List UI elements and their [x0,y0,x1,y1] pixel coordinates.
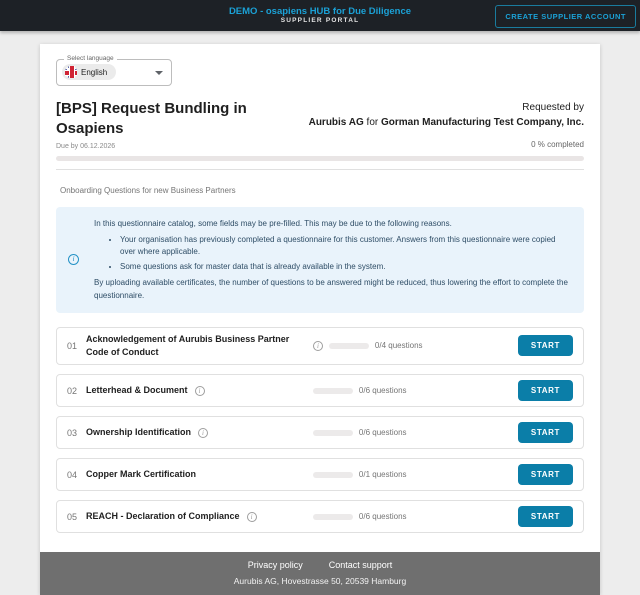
app-title: DEMO - osapiens HUB for Due Diligence [228,5,412,17]
questionnaire-title-wrap [86,510,313,523]
questionnaire-progress-bar [313,514,353,520]
page-title: [BPS] Request Bundling in Osapiens [56,100,247,137]
language-select[interactable] [56,55,172,86]
main-card [40,44,600,595]
info-intro: In this questionnaire catalog, some fields may be pre-filled. This may be due to the following reasons. [94,218,452,228]
language-selected-value: English [81,67,108,77]
language-chip [62,64,116,80]
questionnaire-number: 01 [67,340,78,351]
info-outro: By uploading available certificates, the number of questions to be answered might be reduced, thus lowering the effort to complete the questionnaire. [94,278,568,300]
app-header [0,0,640,31]
request-header-right [309,99,584,151]
questionnaire-progress-group [313,512,518,521]
start-button[interactable]: START [518,335,573,356]
start-button[interactable]: START [518,506,573,527]
create-supplier-account-button[interactable]: CREATE SUPPLIER ACCOUNT [495,5,636,28]
progress-info-icon[interactable]: i [313,341,323,351]
questionnaire-title-wrap [86,426,313,439]
info-icon: i [68,254,79,265]
questionnaire-title-wrap [86,384,313,397]
app-header-titles [229,6,411,26]
questionnaire-number: 05 [67,511,78,522]
start-button[interactable]: START [518,422,573,443]
header-divider [56,169,584,170]
questionnaire-number: 04 [67,469,78,480]
questionnaire-title-wrap [86,468,313,481]
overall-progress-bar [56,156,584,161]
app-subtitle: SUPPLIER PORTAL [280,17,360,25]
questionnaire-title: Copper Mark Certification [86,469,197,479]
questionnaire-progress-label: 0/1 questions [358,470,407,480]
request-header [56,99,584,151]
questionnaire-title: Ownership Identification [86,427,192,437]
chevron-down-icon [155,71,163,75]
title-info-icon[interactable]: i [247,512,257,522]
uk-flag-icon [65,66,77,78]
requester-line [309,116,584,131]
for-word: for [363,116,382,128]
questionnaire-progress-group [313,386,518,395]
questionnaire-row [56,458,584,491]
questionnaire-title: Letterhead & Document [86,385,188,395]
start-button[interactable]: START [518,464,573,485]
questionnaire-title-wrap [86,333,313,359]
questionnaire-progress-label: 0/4 questions [374,341,423,351]
info-bullet-list [94,234,568,273]
questionnaire-progress-group [313,428,518,437]
request-header-left [56,99,308,151]
footer-links [40,560,600,570]
questionnaire-progress-bar [313,430,353,436]
requested-by-label: Requested by [522,102,584,113]
questionnaire-progress-label: 0/6 questions [358,386,407,396]
requester-name: Aurubis AG [308,116,364,128]
questionnaire-title: REACH - Declaration of Compliance [86,511,240,521]
questionnaire-row [56,374,584,407]
completion-percentage-label: 0 % completed [531,140,584,149]
questionnaire-row [56,416,584,449]
questionnaire-progress-label: 0/6 questions [358,512,407,522]
title-info-icon[interactable]: i [195,386,205,396]
questionnaire-progress-bar [313,472,353,478]
card-content [40,44,600,533]
requestee-name: Gorman Manufacturing Test Company, Inc. [381,116,584,128]
title-info-icon[interactable]: i [198,428,208,438]
questionnaire-title: Acknowledgement of Aurubis Business Partner Code of Conduct [86,333,290,357]
questionnaire-progress-label: 0/6 questions [358,428,407,438]
due-date-label: Due by 06.12.2026 [56,143,116,150]
questionnaire-progress-bar [313,388,353,394]
questionnaire-progress-group [313,341,518,351]
questionnaire-row [56,327,584,365]
section-title: Onboarding Questions for new Business Partners [60,185,236,195]
questionnaire-row [56,500,584,533]
questionnaire-number: 03 [67,427,78,438]
footer-address: Aurubis AG, Hovestrasse 50, 20539 Hamburg [233,576,407,587]
questionnaire-number: 02 [67,385,78,396]
questionnaire-progress-group [313,470,518,479]
questionnaire-progress-bar [329,343,369,349]
questionnaire-list [56,327,584,533]
start-button[interactable]: START [518,380,573,401]
page-footer [40,552,600,595]
contact-support-link[interactable]: Contact support [328,560,393,571]
privacy-policy-link[interactable]: Privacy policy [247,560,303,571]
info-bullet: • Some questions ask for master data that is already available in the system. [120,261,568,273]
info-banner [56,207,584,313]
language-select-label: Select language [64,55,117,62]
info-bullet: • Your organisation has previously completed a questionnaire for this customer. Answers from this questionnaire were copied over where applicable. [120,234,568,259]
